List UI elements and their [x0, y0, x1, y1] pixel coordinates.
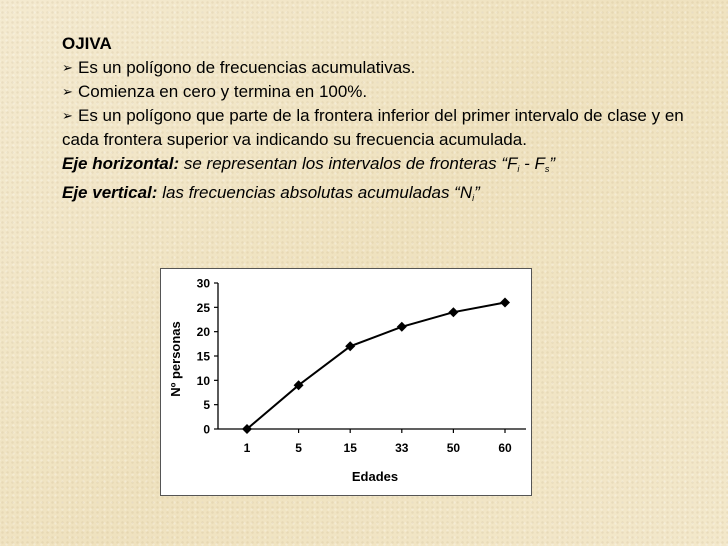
y-tick-label: 15	[196, 349, 210, 364]
y-tick-label: 20	[196, 325, 210, 340]
y-tick-label: 5	[203, 398, 210, 413]
ogive-chart	[160, 268, 532, 496]
vertical-axis-label: Eje vertical:	[62, 183, 158, 202]
ogive-chart-svg	[161, 269, 531, 495]
vertical-axis-description	[62, 181, 712, 210]
horizontal-axis-description	[62, 152, 712, 181]
x-tick-label: 1	[243, 441, 251, 455]
vertical-text-part: las frecuencias absolutas acumuladas “N	[162, 183, 473, 202]
y-tick-label: 0	[203, 422, 210, 437]
x-tick-label: 50	[446, 441, 461, 455]
x-tick-label: 15	[343, 441, 357, 455]
ogive-line	[247, 302, 505, 429]
arrow-bullet-icon: ➢	[62, 60, 73, 75]
data-point-marker	[397, 322, 407, 332]
arrow-bullet-icon: ➢	[62, 108, 73, 123]
vertical-text-part: ”	[474, 183, 480, 202]
subscript-s: s	[544, 164, 550, 174]
slide-title: OJIVA	[62, 34, 112, 53]
x-tick-label: 5	[295, 441, 302, 455]
bullet-item	[62, 104, 712, 152]
bullet-text: Es un polígono que parte de la frontera inferior del primer intervalo de clase y en cada frontera superior va indicando su frecuencia acumulada.	[62, 106, 684, 149]
horizontal-axis-text	[184, 154, 555, 173]
y-tick-label: 10	[196, 373, 210, 388]
subscript-i: i	[517, 164, 520, 174]
y-tick-label: 25	[196, 300, 210, 315]
bullet-text: Es un polígono de frecuencias acumulativas.	[78, 58, 416, 77]
bullet-item	[62, 56, 712, 80]
x-tick-label: 60	[498, 441, 512, 455]
vertical-axis-text	[162, 183, 480, 202]
horizontal-text-part: se representan los intervalos de fronteras “F	[183, 154, 518, 173]
x-axis-title: Edades	[351, 469, 399, 484]
bullet-item	[62, 80, 712, 104]
bullet-text: Comienza en cero y termina en 100%.	[78, 82, 368, 101]
data-point-marker	[448, 307, 458, 317]
horizontal-text-part: - F	[519, 154, 545, 173]
y-tick-label: 30	[196, 276, 210, 291]
horizontal-axis-label: Eje horizontal:	[62, 154, 180, 173]
arrow-bullet-icon: ➢	[62, 84, 73, 99]
slide-text	[62, 32, 712, 210]
subscript-i: i	[472, 193, 475, 203]
y-axis-title: Nº personas	[168, 321, 183, 397]
data-point-marker	[500, 297, 510, 307]
x-tick-label: 33	[395, 441, 409, 455]
horizontal-text-part: ”	[549, 154, 556, 173]
